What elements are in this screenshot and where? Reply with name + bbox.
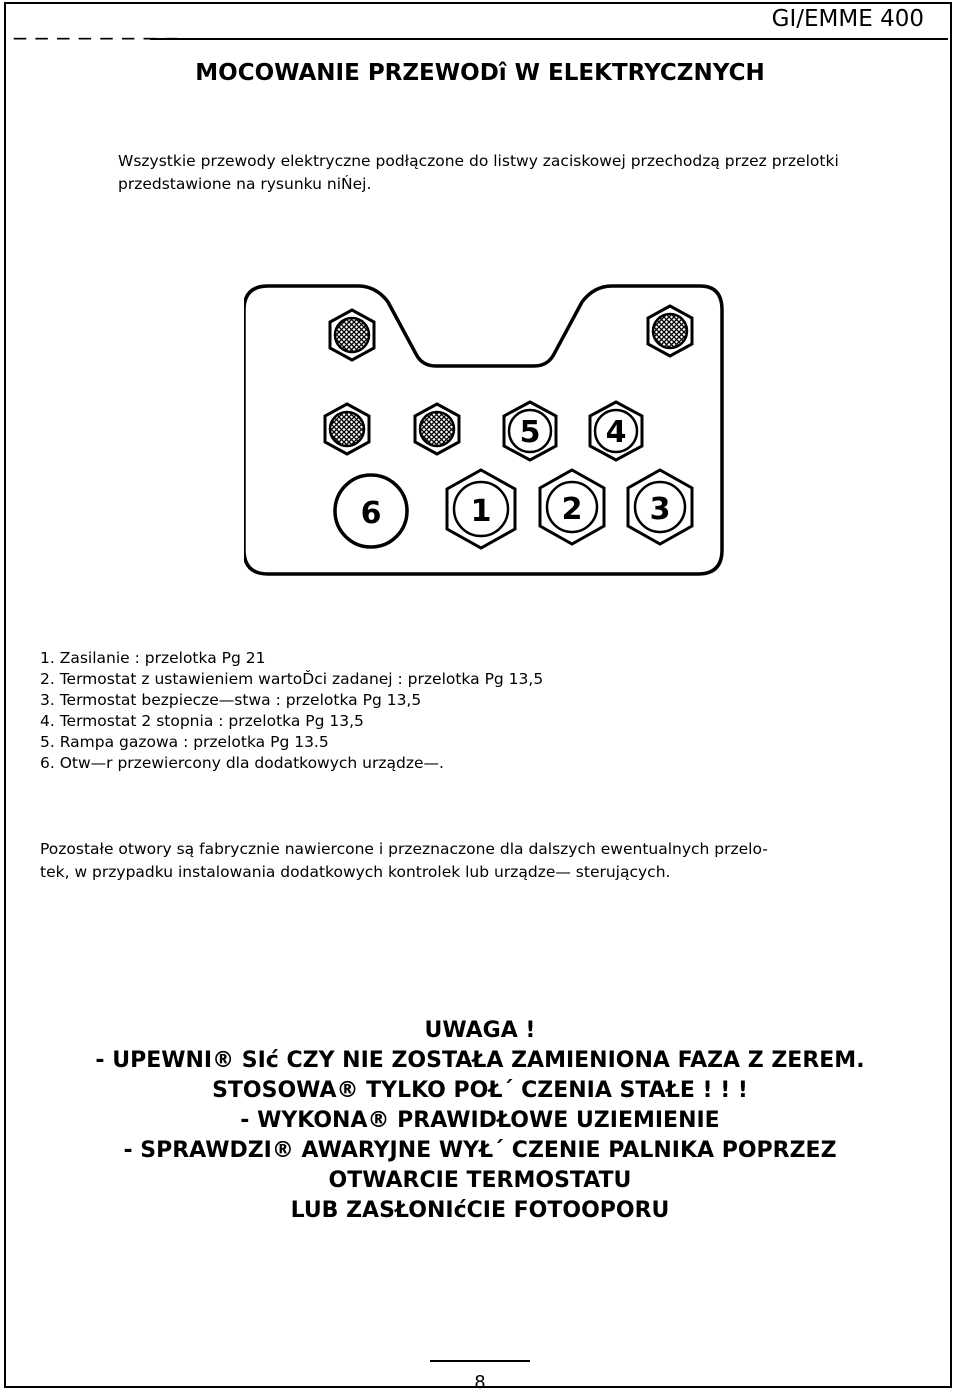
warning-block <box>0 1016 960 1226</box>
gland-label: 1 <box>470 494 492 529</box>
gland-label: 3 <box>649 492 671 527</box>
list-item: 6. Otw—r przewiercony dla dodatkowych urządze—. <box>40 754 444 772</box>
list-item: 1. Zasilanie : przelotka Pg 21 <box>40 649 266 667</box>
cable-gland-diagram <box>244 282 726 582</box>
warning-line: STOSOWA® TYLKO POŁ´ CZENIA STAŁE ! ! ! <box>212 1078 748 1103</box>
gland-plug-mid-1 <box>325 404 369 454</box>
gland-5 <box>504 402 556 460</box>
page-number: 8 <box>474 1372 486 1393</box>
list-item: 5. Rampa gazowa : przelotka Pg 13.5 <box>40 733 329 751</box>
warning-line: - WYKONA® PRAWIDŁOWE UZIEMIENIE <box>240 1108 720 1133</box>
warning-line: - UPEWNI® SIć CZY NIE ZOSTAŁA ZAMIENIONA FAZA Z ZEREM. <box>95 1048 865 1073</box>
paragraph-line: tek, w przypadku instalowania dodatkowych kontrolek lub urządze— sterujących. <box>40 863 671 881</box>
gland-plug-top-left <box>330 310 374 360</box>
intro-line: Wszystkie przewody elektryczne podłączone do listwy zaciskowej przechodzą przez przelotki <box>118 152 839 170</box>
gland-plug-top-right <box>648 306 692 356</box>
warning-line: - SPRAWDZI® AWARYJNE WYŁ´ CZENIE PALNIKA POPRZEZ <box>123 1138 837 1163</box>
warning-line: OTWARCIE TERMOSTATU <box>328 1168 632 1193</box>
gland-label: 4 <box>605 415 627 450</box>
warning-line: UWAGA ! <box>424 1018 536 1043</box>
list-item: 4. Termostat 2 stopnia : przelotka Pg 13,5 <box>40 712 364 730</box>
gland-list <box>40 648 543 774</box>
hole-6 <box>335 475 407 547</box>
gland-2 <box>540 470 604 544</box>
gland-1 <box>447 470 515 548</box>
gland-label: 5 <box>519 415 541 450</box>
intro-text <box>118 150 898 196</box>
gland-3 <box>628 470 692 544</box>
gland-plug-mid-2 <box>415 404 459 454</box>
list-item: 3. Termostat bezpiecze—stwa : przelotka Pg 13,5 <box>40 691 422 709</box>
page-title: MOCOWANIE PRZEWODî W ELEKTRYCZNYCH <box>195 60 765 86</box>
list-item: 2. Termostat z ustawieniem wartoĎci zadanej : przelotka Pg 13,5 <box>40 670 544 688</box>
gland-4 <box>590 402 642 460</box>
gland-label: 2 <box>561 492 583 527</box>
header-marks: _ _ _ _ _ _ _ _ <box>14 12 179 40</box>
remaining-holes-paragraph <box>40 838 800 884</box>
header-model: GI/EMME 400 <box>771 6 924 32</box>
warning-line: LUB ZASŁONIćCIE FOTOOPORU <box>290 1198 670 1223</box>
hole-label: 6 <box>360 496 382 531</box>
intro-line: przedstawione na rysunku niŃej. <box>118 175 372 193</box>
paragraph-line: Pozostałe otwory są fabrycznie nawiercone i przeznaczone dla dalszych ewentualnych przelo- <box>40 840 768 858</box>
header-rule <box>150 38 948 40</box>
